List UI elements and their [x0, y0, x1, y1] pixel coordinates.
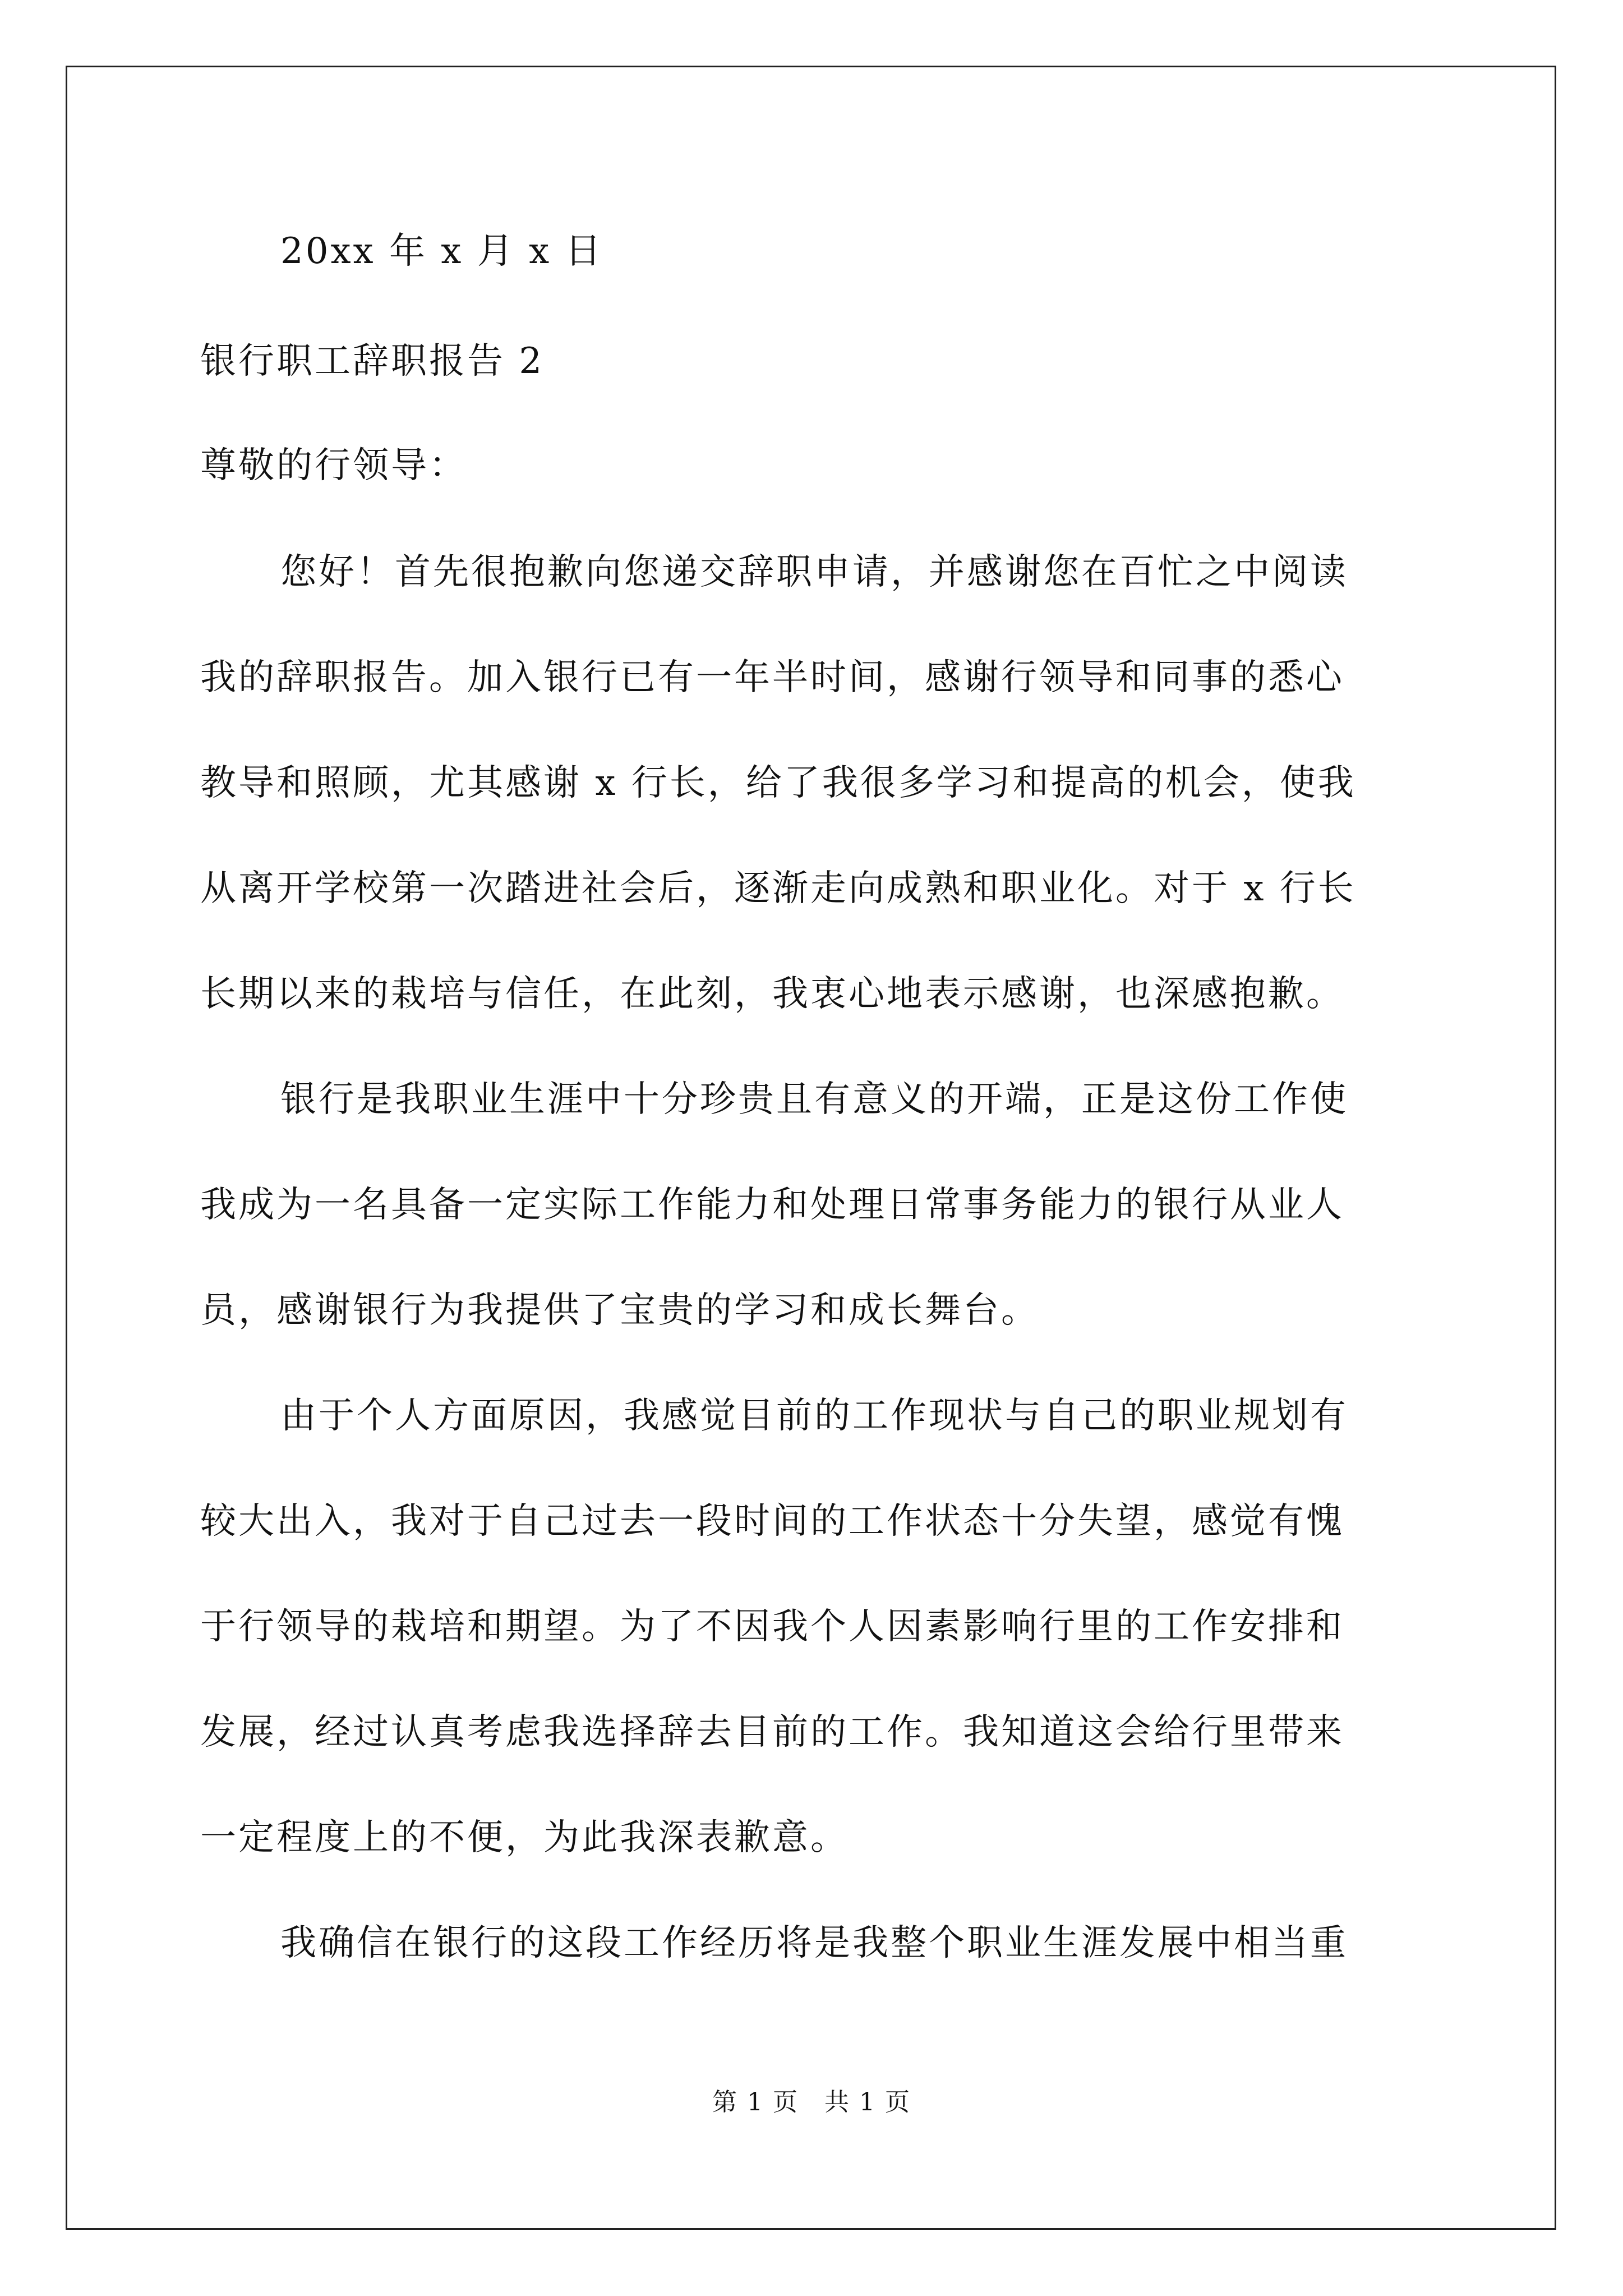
body-line: 较大出入，我对于自己过去一段时间的工作状态十分失望，感觉有愧	[200, 1501, 1344, 1542]
body-line: 银行是我职业生涯中十分珍贵且有意义的开端，正是这份工作使	[280, 1079, 1348, 1120]
body-line: 员，感谢银行为我提供了宝贵的学习和成长舞台。	[200, 1290, 1039, 1331]
body-line: 教导和照顾，尤其感谢 x 行长，给了我很多学习和提高的机会，使我	[200, 762, 1356, 804]
body-line: 我确信在银行的这段工作经历将是我整个职业生涯发展中相当重	[280, 1922, 1348, 1964]
body-line: 于行领导的栽培和期望。为了不因我个人因素影响行里的工作安排和	[200, 1606, 1344, 1648]
page-footer: 第 1 页 共 1 页	[712, 2088, 911, 2116]
body-line: 一定程度上的不便，为此我深表歉意。	[200, 1817, 849, 1858]
date-line: 20xx 年 x 月 x 日	[280, 231, 603, 272]
page-border	[66, 66, 1556, 2230]
salutation: 尊敬的行领导：	[200, 445, 467, 486]
body-line: 您好！首先很抱歉向您递交辞职申请，并感谢您在百忙之中阅读	[280, 551, 1348, 593]
body-line: 我成为一名具备一定实际工作能力和处理日常事务能力的银行从业人	[200, 1184, 1344, 1226]
document-title: 银行职工辞职报告 2	[200, 341, 545, 382]
body-line: 由于个人方面原因，我感觉目前的工作现状与自己的职业规划有	[280, 1395, 1348, 1437]
body-line: 我的辞职报告。加入银行已有一年半时间，感谢行领导和同事的悉心	[200, 657, 1344, 698]
body-line: 从离开学校第一次踏进社会后，逐渐走向成熟和职业化。对于 x 行长	[200, 868, 1356, 909]
body-line: 长期以来的栽培与信任，在此刻，我衷心地表示感谢，也深感抱歉。	[200, 973, 1344, 1015]
body-line: 发展，经过认真考虑我选择辞去目前的工作。我知道这会给行里带来	[200, 1711, 1344, 1753]
